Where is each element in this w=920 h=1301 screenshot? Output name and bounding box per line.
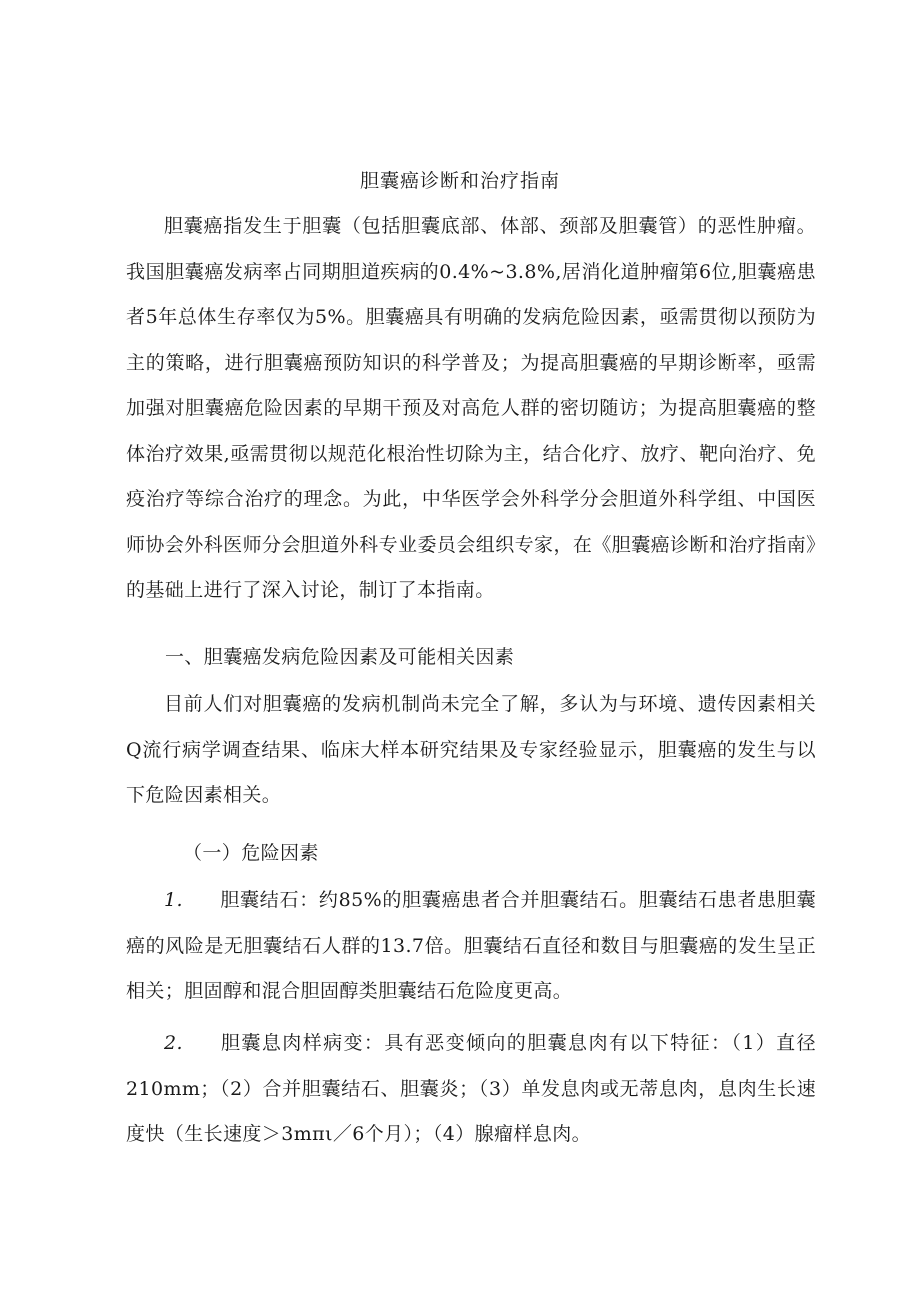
section-1-heading: 一、胆囊癌发病危险因素及可能相关因素 bbox=[165, 646, 515, 668]
list-item-2-text: 胆囊息肉样病变：具有恶变倾向的胆囊息肉有以下特征：（1）直径210mm；（2）合并胆囊结石、胆囊炎；（3）单发息肉或无蒂息肉，息肉生长速度快（生长速度＞3mπι／6个月）；（4）腺瘤样息肉。 bbox=[126, 1032, 816, 1145]
document-title: 胆囊癌诊断和治疗指南 bbox=[359, 170, 560, 192]
section-1-paragraph: 目前人们对胆囊癌的发病机制尚未完全了解，多认为与环境、遗传因素相关Q流行病学调查结果、临床大样本研究结果及专家经验显示，胆囊癌的发生与以下危险因素相关。 bbox=[126, 693, 816, 806]
intro-paragraph: 胆囊癌指发生于胆囊（包括胆囊底部、体部、颈部及胆囊管）的恶性肿瘤。我国胆囊癌发病率占同期胆道疾病的0.4%~3.8%,居消化道肿瘤第6位,胆囊癌患者5年总体生存率仅为5%。胆囊癌具有明确的发病危险因素，亟需贯彻以预防为主的策略，进行胆囊癌预防知识的科学普及；为提高胆囊癌的早期诊断率，亟需加强对胆囊癌危险因素的早期干预及对高危人群的密切随访；为提高胆囊癌的整体治疗效果,亟需贯彻以规范化根治性切除为主，结合化疗、放疗、靶向治疗、免疫治疗等综合治疗的理念。为此，中华医学会外科学分会胆道外科学组、中国医师协会外科医师分会胆道外科专业委员会组织专家，在《胆囊癌诊断和治疗指南》的基础上进行了深入讨论，制订了本指南。 bbox=[126, 215, 816, 601]
list-item-2 bbox=[126, 1021, 816, 1158]
list-item-1-number: 1. bbox=[164, 889, 183, 911]
list-item-1-text: 胆囊结石：约85%的胆囊癌患者合并胆囊结石。胆囊结石患者患胆囊癌的风险是无胆囊结石人群的13.7倍。胆囊结石直径和数目与胆囊癌的发生呈正相关；胆固醇和混合胆固醇类胆囊结石危险度更高。 bbox=[126, 889, 816, 1002]
list-item-1 bbox=[126, 878, 816, 1015]
list-item-2-number: 2. bbox=[164, 1032, 183, 1054]
subsection-1-heading: （一）危险因素 bbox=[183, 842, 319, 864]
